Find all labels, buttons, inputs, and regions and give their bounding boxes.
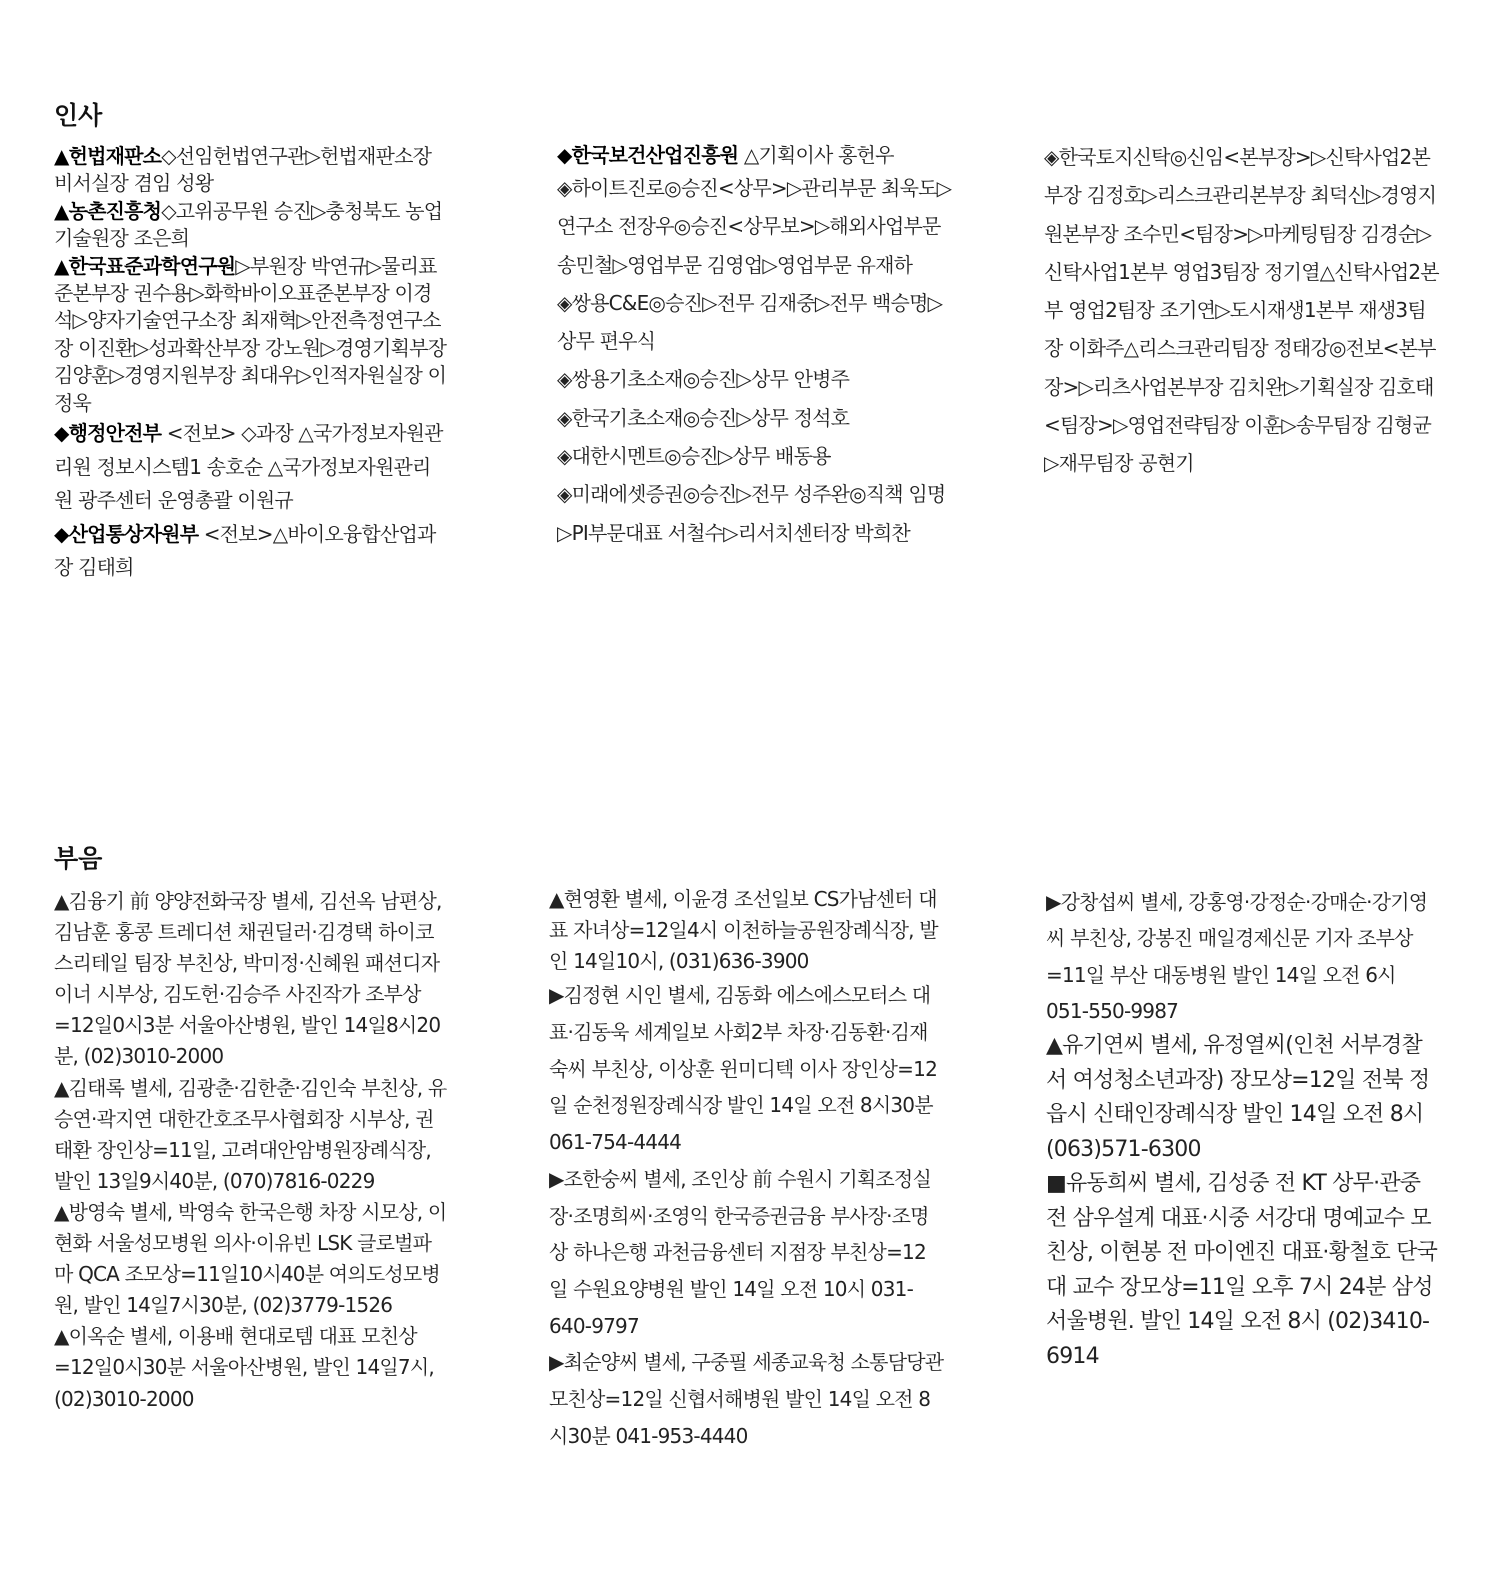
insa-entry [557,437,952,475]
insa-entry-org: ▲한국표준과학연구원 [54,253,236,278]
insa-column-3 [1044,138,1439,483]
obituary-entry: ▶김정현 시인 별세, 김동화 에스에스모터스 대표·김동욱 세계일보 사회2부 차장·김동환·김재숙씨 부친상, 이상훈 윈미디텍 이사 장인상=12일 순천정원장례식장 발인 14일 오전 8시30분 061-754-4444 [549,983,937,1155]
insa-entry-text: <전보>△바이오융합산업과장 김태희 [54,521,436,580]
insa-entry-text: ◈대한시멘트◎승진▷상무 배동용 [557,444,831,469]
obituary-entry: ▶강창섭씨 별세, 강홍영·강정순·강매순·강기영씨 부친상, 강봉진 매일경제신문 기자 조부상=11일 부산 대동병원 발인 14일 오전 6시 051-550-9987 [1046,890,1428,1023]
insa-column-2 [557,141,952,552]
section-title-bueum: 부음 [54,844,103,873]
obituary-entry: ▲이옥순 별세, 이용배 현대로템 대표 모친상=12일0시30분 서울아산병원, 발인 14일7시, (02)3010-2000 [54,1324,434,1411]
obituary-entry: ▶조한숭씨 별세, 조인상 前 수원시 기획조정실장·조명희씨·조영익 한국증권금융 부사장·조명상 하나은행 과천금융센터 지점장 부친상=12일 수원요양병원 발인 14일 오전 10시 031-640-9797 [549,1166,931,1338]
insa-entry-org: ◆행정안전부 [54,421,162,446]
bueum-column-2 [549,884,944,1454]
obituary-entry: ▲김융기 前 양양전화국장 별세, 김선옥 남편상, 김남훈 홍콩 트레디션 채권딜러·김경택 하이코스리테일 팀장 부친상, 박미정·신혜원 패션디자이너 시부상, 김도헌·김승주 사진작가 조부상=12일0시3분 서울아산병원, 발인 14일8시20분, (02)3010-2000 [54,889,442,1069]
insa-entry [557,284,952,361]
obituary-entry: ▲김태록 별세, 김광춘·김한춘·김인숙 부친상, 유승연·곽지연 대한간호조무사협회장 시부상, 권태환 장인상=11일, 고려대안암병원장례식장, 발인 13일9시40분, (070)7816-0229 [54,1075,447,1193]
obituary-entry: ▲유기연씨 별세, 유정열씨(인천 서부경찰서 여성청소년과장) 장모상=12일 전북 정읍시 신태인장례식장 발인 14일 오전 8시 (063)571-6300 [1046,1033,1430,1162]
insa-entry [557,475,952,552]
insa-entry-text: ◈미래에셋증권◎승진▷전무 성주완◎직책 임명▷PI부문대표 서철수▷리서치센터장 박희찬 [557,482,946,545]
insa-entry [557,360,952,398]
insa-entry-text: ◈하이트진로◎승진<상무>▷관리부문 최욱도▷연구소 전장우◎승진<상무보>▷해외사업부문 송민철▷영업부문 김영업▷영업부문 유재하 [557,176,952,277]
insa-entry-org: ▲농촌진흥청 [54,198,162,223]
insa-entry [557,169,952,284]
insa-entry-text: ◈한국토지신탁◎신임<본부장>▷신탁사업2본부장 김정호▷리스크관리본부장 최덕신▷경영지원본부장 조수민<팀장>▷마케팅팀장 김경순▷신탁사업1본부 영업3팀장 정기열△신탁사업2본부 영업2팀장 조기연▷도시재생1본부 재생3팀장 이화주△리스크관리팀장 정태강◎전보<본부장>▷리츠사업본부장 김치완▷기획실장 김호태<팀장>▷영업전략팀장 이훈▷송무팀장 김형균▷재무팀장 공현기 [1044,145,1439,476]
insa-entry [54,417,449,518]
insa-entry [54,143,449,198]
insa-entry-text: ◈한국기초소재◎승진▷상무 정석호 [557,405,850,430]
obituary-entry: ▲현영환 별세, 이윤경 조선일보 CS가남센터 대표 자녀상=12일4시 이천하늘공원장례식장, 발인 14일10시, (031)636-3900 [549,887,938,974]
insa-entry [54,198,449,253]
insa-column-1 [54,143,449,585]
obituary-entry: ▶최순양씨 별세, 구중필 세종교육청 소통담당관 모친상=12일 신협서해병원 발인 14일 오전 8시30분 041-953-4440 [549,1350,944,1448]
obituary-entry: ■유동희씨 별세, 김성중 전 KT 상무·관중 전 삼우설계 대표·시중 서강대 명예교수 모친상, 이현봉 전 마이엔진 대표·황철호 단국대 교수 장모상=11일 오후 7시 24분 삼성서울병원. 발인 14일 오전 8시 (02)3410-6914 [1046,1171,1438,1369]
insa-entry-text: ◈쌍용기초소재◎승진▷상무 안병주 [557,367,850,392]
insa-entry [557,399,952,437]
insa-entry-text: <전보> ◇과장 △국가정보자원관리원 정보시스템1 송호순 △국가정보자원관리원 광주센터 운영총괄 이원규 [54,421,443,513]
insa-entry [1044,138,1439,483]
insa-entry-org: ◆산업통상자원부 [54,521,199,546]
bueum-column-1 [54,886,449,1415]
insa-entry-org: ◆한국보건산업진흥원 [557,143,739,167]
insa-entry [54,253,449,417]
obituary-entry: ▲방영숙 별세, 박영숙 한국은행 차장 시모상, 이현화 서울성모병원 의사·이유빈 LSK 글로벌파마 QCA 조모상=11일10시40분 여의도성모병원, 발인 14일7시30분, (02)3779-1526 [54,1199,447,1318]
insa-entry-text: △기획이사 홍헌우 [738,143,894,167]
insa-entry-text: ◇고위공무원 승진▷충청북도 농업기술원장 조은희 [54,198,443,251]
insa-entry [54,518,449,585]
bueum-column-3 [1046,884,1441,1374]
insa-entry-text: ◇선임헌법연구관▷헌법재판소장 비서실장 겸임 성왕 [54,144,432,196]
section-title-insa: 인사 [54,101,103,130]
insa-entry-text: ▷부원장 박연규▷물리표준본부장 권수용▷화학바이오표준본부장 이경석▷양자기술연구소장 최재혁▷안전측정연구소장 이진환▷성과확산부장 강노원▷경영기획부장 김양훈▷경영지원부장 최대우▷인적자원실장 이정욱 [54,253,447,415]
insa-entry [557,141,952,169]
insa-entry-org: ▲헌법재판소 [54,144,162,168]
insa-entry-text: ◈쌍용C&E◎승진▷전무 김재중▷전무 백승명▷상무 편우식 [557,290,943,354]
